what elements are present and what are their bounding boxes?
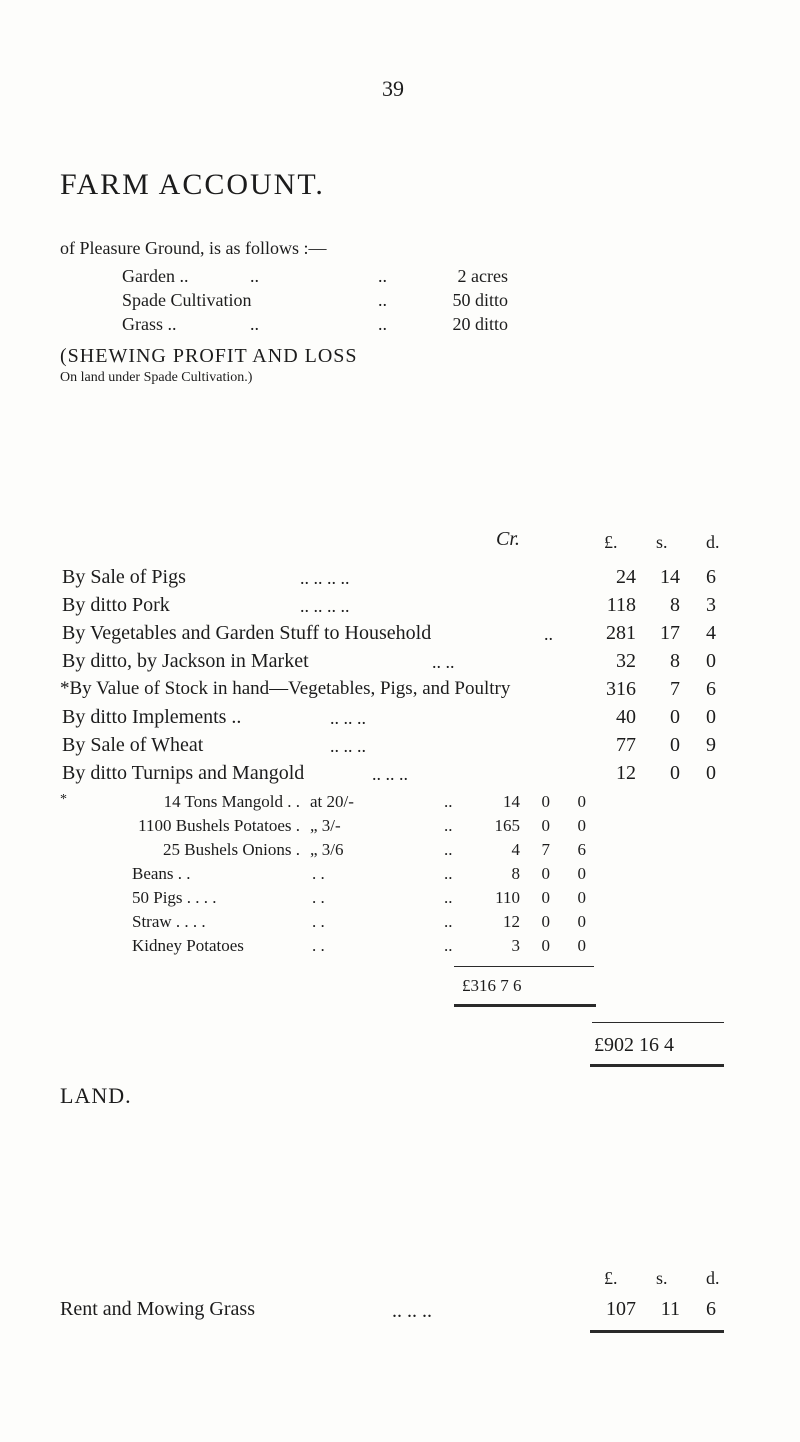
stock-item-shillings: 0 [541, 816, 550, 835]
credit-shillings: 7 [670, 678, 680, 700]
leader-dots: .. [444, 840, 453, 859]
leader-dots: .. [444, 936, 453, 955]
stock-item-shillings: 7 [541, 840, 550, 859]
credit-pence: 3 [706, 594, 716, 616]
leader-dots: .. .. [432, 652, 455, 672]
leader-dots: .. .. .. .. [300, 568, 350, 588]
footnote-marker: * [60, 792, 67, 807]
stock-item-label: Straw . . . . [132, 912, 206, 931]
ground-label: Garden .. [122, 266, 189, 286]
leader-dots: .. [544, 624, 553, 644]
leader-dots: .. [444, 816, 453, 835]
credit-pounds: 316 [606, 678, 636, 700]
leader-dots: .. [250, 266, 259, 286]
credit-row-label: By ditto, by Jackson in Market [62, 650, 309, 672]
credit-pounds: 12 [616, 762, 636, 784]
stock-item-rate: . . [312, 912, 325, 931]
credit-shillings: 0 [670, 706, 680, 728]
credit-shillings: 17 [660, 622, 680, 644]
stock-item-rate: . . [312, 864, 325, 883]
stock-item-pounds: 12 [503, 912, 520, 931]
ground-label: Spade Cultivation [122, 290, 252, 310]
pence-header: d. [706, 532, 720, 552]
credit-pence: 6 [706, 566, 716, 588]
credit-pounds: 24 [616, 566, 636, 588]
credit-row-label: By ditto Implements .. [62, 706, 242, 728]
stock-item-rate: „ 3/6 [310, 840, 344, 859]
credit-pence: 4 [706, 622, 716, 644]
leader-dots: .. [444, 792, 453, 811]
stock-item-pence: 0 [577, 816, 586, 835]
leader-dots: .. [250, 314, 259, 334]
land-pounds: 107 [606, 1298, 636, 1320]
credit-shillings: 8 [670, 594, 680, 616]
shillings-header: s. [656, 1268, 668, 1288]
stock-item-label: 14 Tons Mangold . . [163, 792, 300, 811]
credit-row-label: By ditto Pork [62, 594, 170, 616]
stock-item-rate: „ 3/- [310, 816, 341, 835]
stock-item-pence: 0 [577, 864, 586, 883]
leader-dots: .. .. .. .. [300, 596, 350, 616]
stock-item-shillings: 0 [541, 936, 550, 955]
credit-shillings: 0 [670, 762, 680, 784]
leader-dots: .. .. .. [330, 736, 366, 756]
leader-dots: .. [378, 266, 387, 286]
section-subheading: On land under Spade Cultivation.) [60, 370, 253, 385]
leader-dots: .. [444, 912, 453, 931]
stock-item-shillings: 0 [541, 912, 550, 931]
credit-pence: 0 [706, 650, 716, 672]
double-rule [454, 1004, 596, 1007]
credit-pence: 0 [706, 762, 716, 784]
credit-pounds: 281 [606, 622, 636, 644]
stock-item-pounds: 4 [511, 840, 520, 859]
stock-item-pence: 0 [577, 888, 586, 907]
stock-item-label: Beans . . [132, 864, 191, 883]
stock-total: £316 7 6 [462, 976, 522, 995]
stock-item-label: 1100 Bushels Potatoes . [138, 816, 300, 835]
shillings-header: s. [656, 532, 668, 552]
stock-item-shillings: 0 [541, 864, 550, 883]
leader-dots: .. [444, 888, 453, 907]
credit-row-label: By Sale of Pigs [62, 566, 186, 588]
credit-pence: 0 [706, 706, 716, 728]
leader-dots: .. .. .. [392, 1300, 432, 1322]
credit-shillings: 8 [670, 650, 680, 672]
pounds-header: £. [604, 1268, 618, 1288]
land-heading: LAND. [60, 1083, 132, 1108]
stock-item-pence: 0 [577, 792, 586, 811]
subtotal-rule [454, 966, 594, 967]
credit-row-label: *By Value of Stock in hand—Vegetables, Pigs, and Poultry [60, 678, 511, 699]
ground-value: 20 ditto [452, 314, 508, 334]
ground-value: 50 ditto [452, 290, 508, 310]
page-title: FARM ACCOUNT. [60, 168, 325, 201]
stock-item-pounds: 8 [511, 864, 520, 883]
stock-item-pounds: 3 [511, 936, 520, 955]
stock-item-rate: at 20/- [310, 792, 354, 811]
credit-pence: 9 [706, 734, 716, 756]
double-rule [590, 1330, 724, 1333]
credit-total: £902 16 4 [594, 1034, 674, 1056]
land-pence: 6 [706, 1298, 716, 1320]
stock-item-pence: 6 [577, 840, 586, 859]
page-number: 39 [382, 76, 404, 101]
ground-label: Grass .. [122, 314, 177, 334]
ground-value: 2 acres [457, 266, 508, 286]
leader-dots: .. [378, 290, 387, 310]
land-row-label: Rent and Mowing Grass [60, 1298, 255, 1320]
credit-pounds: 40 [616, 706, 636, 728]
stock-item-rate: . . [312, 936, 325, 955]
pounds-header: £. [604, 532, 618, 552]
stock-item-pence: 0 [577, 936, 586, 955]
credit-pounds: 77 [616, 734, 636, 756]
stock-item-pounds: 165 [494, 816, 520, 835]
credit-row-label: By Vegetables and Garden Stuff to Household [62, 622, 432, 644]
stock-item-pence: 0 [577, 912, 586, 931]
stock-item-label: 50 Pigs . . . . [132, 888, 217, 907]
leader-dots: .. .. .. [372, 764, 408, 784]
stock-item-shillings: 0 [541, 888, 550, 907]
stock-item-label: Kidney Potatoes [132, 936, 244, 955]
credit-row-label: By Sale of Wheat [62, 734, 204, 756]
stock-item-rate: . . [312, 888, 325, 907]
leader-dots: .. [444, 864, 453, 883]
section-heading: (SHEWING PROFIT AND LOSS [60, 345, 358, 367]
stock-item-pounds: 110 [495, 888, 520, 907]
credit-pounds: 32 [616, 650, 636, 672]
credit-pounds: 118 [606, 594, 636, 616]
credit-pence: 6 [706, 678, 716, 700]
land-shillings: 11 [660, 1298, 680, 1320]
stock-item-pounds: 14 [503, 792, 520, 811]
credit-shillings: 0 [670, 734, 680, 756]
intro-text: of Pleasure Ground, is as follows :— [60, 238, 327, 258]
double-rule [590, 1064, 724, 1067]
stock-item-shillings: 0 [541, 792, 550, 811]
stock-item-label: 25 Bushels Onions . [163, 840, 300, 859]
credit-label: Cr. [496, 528, 520, 550]
pence-header: d. [706, 1268, 720, 1288]
credit-row-label: By ditto Turnips and Mangold [62, 762, 305, 784]
leader-dots: .. [378, 314, 387, 334]
leader-dots: .. .. .. [330, 708, 366, 728]
total-rule [592, 1022, 724, 1023]
credit-shillings: 14 [660, 566, 680, 588]
